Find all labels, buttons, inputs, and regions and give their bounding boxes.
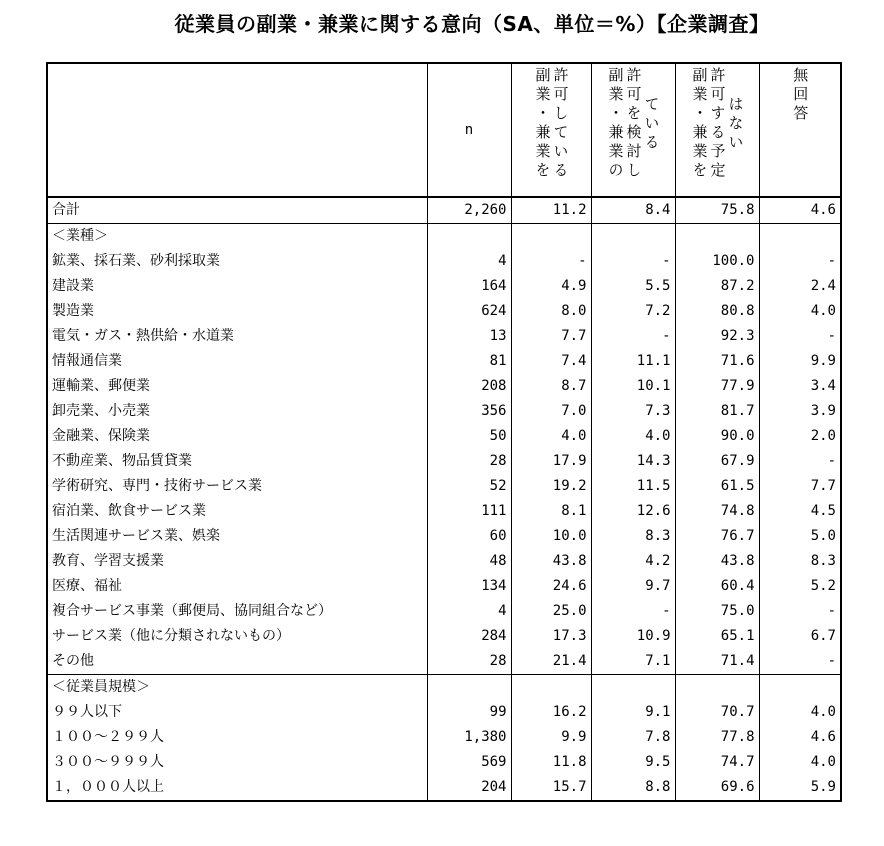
row-value: - xyxy=(759,449,841,474)
header-blank xyxy=(47,63,427,197)
row-n: 624 xyxy=(427,299,511,324)
table-row xyxy=(47,197,841,224)
row-value: 81.7 xyxy=(675,399,759,424)
table-row xyxy=(47,274,841,299)
row-label: 合計 xyxy=(52,202,80,218)
row-value: - xyxy=(591,249,675,274)
header-no-plan: 副業・兼業を 許可する予定 はない xyxy=(675,63,759,197)
row-value: 11.8 xyxy=(511,750,591,775)
row-n: 111 xyxy=(427,499,511,524)
header-considering: 副業・兼業の 許可を検討し ている xyxy=(591,63,675,197)
row-value: 17.9 xyxy=(511,449,591,474)
row-label: ＜業種＞ xyxy=(47,224,427,250)
table-row xyxy=(47,750,841,775)
row-value: 9.7 xyxy=(591,574,675,599)
row-label: 生活関連サービス業、娯楽 xyxy=(52,528,220,544)
survey-table xyxy=(46,62,842,802)
row-value: 7.3 xyxy=(591,399,675,424)
row-value: 12.6 xyxy=(591,499,675,524)
row-label: 宿泊業、飲食サービス業 xyxy=(52,503,206,519)
row-value xyxy=(591,224,675,250)
row-label: サービス業（他に分類されないもの） xyxy=(52,628,290,644)
table-row xyxy=(47,599,841,624)
row-value: 4.0 xyxy=(759,299,841,324)
row-value: 11.1 xyxy=(591,349,675,374)
row-label: 不動産業、物品賃貸業 xyxy=(52,453,192,469)
row-value: 9.9 xyxy=(511,725,591,750)
row-label: 医療、福祉 xyxy=(52,578,122,594)
row-value: 8.3 xyxy=(591,524,675,549)
row-value: 10.1 xyxy=(591,374,675,399)
table-row xyxy=(47,299,841,324)
row-label: 教育、学習支援業 xyxy=(52,553,164,569)
table-row xyxy=(47,399,841,424)
row-n: 48 xyxy=(427,549,511,574)
table-row xyxy=(47,499,841,524)
header-no-answer: 無回答 xyxy=(759,63,841,197)
row-value xyxy=(511,224,591,250)
row-value: 70.7 xyxy=(675,700,759,725)
row-label: ３００～９９９人 xyxy=(52,754,164,770)
row-n: 2,260 xyxy=(427,197,511,224)
row-value: - xyxy=(511,249,591,274)
row-n: 60 xyxy=(427,524,511,549)
table-row xyxy=(47,725,841,750)
row-n: 4 xyxy=(427,599,511,624)
table-row xyxy=(47,324,841,349)
row-label: その他 xyxy=(52,653,94,669)
table-row xyxy=(47,249,841,274)
row-value: 90.0 xyxy=(675,424,759,449)
row-value: 15.7 xyxy=(511,775,591,801)
row-value: 8.7 xyxy=(511,374,591,399)
row-value: 92.3 xyxy=(675,324,759,349)
row-value: 71.6 xyxy=(675,349,759,374)
row-value: 16.2 xyxy=(511,700,591,725)
row-value: 74.7 xyxy=(675,750,759,775)
row-value: 21.4 xyxy=(511,649,591,675)
row-value: 8.3 xyxy=(759,549,841,574)
row-value: 4.2 xyxy=(591,549,675,574)
row-n: 134 xyxy=(427,574,511,599)
row-value: 4.0 xyxy=(759,700,841,725)
row-value: - xyxy=(759,649,841,675)
row-value: - xyxy=(759,249,841,274)
row-value: - xyxy=(591,324,675,349)
row-value: 43.8 xyxy=(675,549,759,574)
row-value: 10.0 xyxy=(511,524,591,549)
row-value: 87.2 xyxy=(675,274,759,299)
row-value: 8.1 xyxy=(511,499,591,524)
row-value: 4.0 xyxy=(591,424,675,449)
row-value: 5.5 xyxy=(591,274,675,299)
row-value: 19.2 xyxy=(511,474,591,499)
row-value: 69.6 xyxy=(675,775,759,801)
row-value: 43.8 xyxy=(511,549,591,574)
row-label: ９９人以下 xyxy=(52,704,122,720)
row-value: 4.5 xyxy=(759,499,841,524)
row-value: 75.0 xyxy=(675,599,759,624)
row-value: - xyxy=(759,324,841,349)
row-value: 7.4 xyxy=(511,349,591,374)
row-value: 24.6 xyxy=(511,574,591,599)
row-value xyxy=(675,675,759,701)
row-label: 建設業 xyxy=(52,278,94,294)
row-label: 学術研究、専門・技術サービス業 xyxy=(52,478,262,494)
table-row xyxy=(47,549,841,574)
row-n: 28 xyxy=(427,449,511,474)
row-value: 7.1 xyxy=(591,649,675,675)
row-value xyxy=(591,675,675,701)
row-value: - xyxy=(759,599,841,624)
row-value: 5.2 xyxy=(759,574,841,599)
row-value: 6.7 xyxy=(759,624,841,649)
row-value: 4.9 xyxy=(511,274,591,299)
table-row xyxy=(47,374,841,399)
table-row xyxy=(47,224,841,250)
row-value: 5.0 xyxy=(759,524,841,549)
row-value: 67.9 xyxy=(675,449,759,474)
table-row xyxy=(47,524,841,549)
row-value: 5.9 xyxy=(759,775,841,801)
row-value: 4.6 xyxy=(759,725,841,750)
row-value: 7.2 xyxy=(591,299,675,324)
row-n: 164 xyxy=(427,274,511,299)
row-value: 8.8 xyxy=(591,775,675,801)
row-n: 284 xyxy=(427,624,511,649)
row-n: 50 xyxy=(427,424,511,449)
row-value: 2.0 xyxy=(759,424,841,449)
row-label: 卸売業、小売業 xyxy=(52,403,150,419)
row-value: 2.4 xyxy=(759,274,841,299)
row-label: 鉱業、採石業、砂利採取業 xyxy=(52,253,220,269)
row-value: 17.3 xyxy=(511,624,591,649)
row-label: １，０００人以上 xyxy=(52,779,164,795)
row-n: 356 xyxy=(427,399,511,424)
row-label: 情報通信業 xyxy=(52,353,122,369)
row-value: 10.9 xyxy=(591,624,675,649)
row-value: 75.8 xyxy=(675,197,759,224)
row-value xyxy=(675,224,759,250)
table-row xyxy=(47,424,841,449)
row-value: 3.9 xyxy=(759,399,841,424)
row-value xyxy=(759,675,841,701)
row-value: 4.0 xyxy=(511,424,591,449)
row-value xyxy=(511,675,591,701)
header-n: n xyxy=(427,63,511,197)
row-n: 13 xyxy=(427,324,511,349)
row-value: 25.0 xyxy=(511,599,591,624)
row-value: 9.1 xyxy=(591,700,675,725)
table-row xyxy=(47,700,841,725)
row-value: 14.3 xyxy=(591,449,675,474)
row-n: 52 xyxy=(427,474,511,499)
row-n: 81 xyxy=(427,349,511,374)
table-row xyxy=(47,649,841,675)
row-n: 99 xyxy=(427,700,511,725)
row-n: 208 xyxy=(427,374,511,399)
row-n: 4 xyxy=(427,249,511,274)
row-label: 電気・ガス・熱供給・水道業 xyxy=(52,328,234,344)
row-label: 複合サービス事業（郵便局、協同組合など） xyxy=(52,603,332,619)
page-title: 従業員の副業・兼業に関する意向（SA、単位＝%）【企業調査】 xyxy=(174,12,770,36)
row-n: 28 xyxy=(427,649,511,675)
row-label: 製造業 xyxy=(52,303,94,319)
row-n: 204 xyxy=(427,775,511,801)
row-n: 569 xyxy=(427,750,511,775)
row-value: 7.8 xyxy=(591,725,675,750)
row-value: 4.6 xyxy=(759,197,841,224)
row-value: 74.8 xyxy=(675,499,759,524)
row-value: 61.5 xyxy=(675,474,759,499)
row-value: 4.0 xyxy=(759,750,841,775)
table-row xyxy=(47,574,841,599)
row-value: 7.0 xyxy=(511,399,591,424)
row-n: 1,380 xyxy=(427,725,511,750)
row-value: 11.2 xyxy=(511,197,591,224)
row-value: 11.5 xyxy=(591,474,675,499)
row-value xyxy=(759,224,841,250)
row-value: 3.4 xyxy=(759,374,841,399)
row-label: ＜従業員規模＞ xyxy=(47,675,427,701)
row-value: 65.1 xyxy=(675,624,759,649)
row-value: 77.9 xyxy=(675,374,759,399)
table-row xyxy=(47,449,841,474)
row-label: 運輸業、郵便業 xyxy=(52,378,150,394)
row-value: 77.8 xyxy=(675,725,759,750)
row-label: 金融業、保険業 xyxy=(52,428,150,444)
table-row xyxy=(47,624,841,649)
row-value: 80.8 xyxy=(675,299,759,324)
row-value: - xyxy=(591,599,675,624)
row-value: 9.5 xyxy=(591,750,675,775)
row-value: 100.0 xyxy=(675,249,759,274)
header-permitted: 副業・兼業を 許可している xyxy=(511,63,591,197)
row-label: １００～２９９人 xyxy=(52,729,164,745)
row-value: 60.4 xyxy=(675,574,759,599)
table-row xyxy=(47,474,841,499)
table-row xyxy=(47,349,841,374)
row-value: 7.7 xyxy=(511,324,591,349)
row-value: 9.9 xyxy=(759,349,841,374)
row-n xyxy=(427,224,511,250)
row-value: 76.7 xyxy=(675,524,759,549)
table-row xyxy=(47,775,841,801)
row-value: 7.7 xyxy=(759,474,841,499)
row-value: 8.4 xyxy=(591,197,675,224)
row-n xyxy=(427,675,511,701)
row-value: 8.0 xyxy=(511,299,591,324)
row-value: 71.4 xyxy=(675,649,759,675)
table-row xyxy=(47,675,841,701)
table-header-row xyxy=(47,63,841,197)
